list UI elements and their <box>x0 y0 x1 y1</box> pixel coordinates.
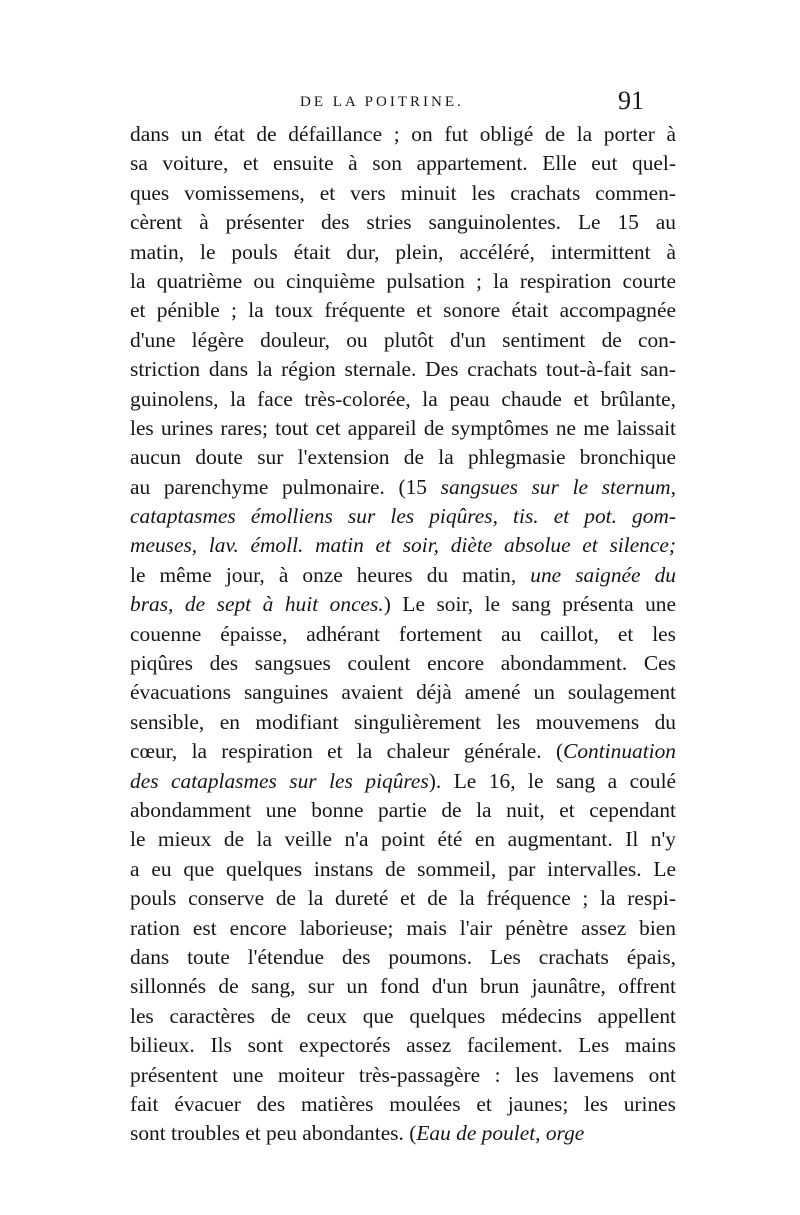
text-line <box>130 796 676 825</box>
text-line <box>130 855 676 884</box>
text-segment: piqûres des sangsues coulent encore abondamment. Ces <box>130 651 676 676</box>
italic-text-segment: sangsues sur le sternum, <box>440 474 676 499</box>
text-line <box>130 1090 676 1119</box>
text-line <box>130 267 676 296</box>
text-line <box>130 385 676 414</box>
italic-text-segment: meuses, lav. émoll. matin et soir, diète absolue et silence; <box>130 533 676 558</box>
italic-text-segment: Continuation <box>563 739 676 764</box>
text-line <box>130 238 676 267</box>
page-number: 91 <box>618 86 644 115</box>
text-line <box>130 149 676 178</box>
text-line <box>130 678 676 707</box>
text-segment: présentent une moiteur très-passagère : les lavemens ont <box>130 1062 676 1087</box>
text-segment: sont troubles et peu abondantes. ( <box>130 1121 417 1146</box>
text-segment: pouls conserve de la dureté et de la fréquence ; la respi- <box>130 886 676 911</box>
text-segment: sensible, en modifiant singulièrement les mouvemens du <box>130 709 676 734</box>
text-segment: les urines rares; tout cet appareil de symptômes ne me laissait <box>130 415 676 440</box>
text-line <box>130 296 676 325</box>
italic-text-segment: cataptasmes émolliens sur les piqûres, tis. et pot. gom- <box>130 504 676 529</box>
text-line <box>130 502 676 531</box>
text-segment: ). Le 16, le sang a coulé <box>428 768 676 793</box>
text-line <box>130 914 676 943</box>
text-segment: les caractères de ceux que quelques médecins appellent <box>130 1003 676 1028</box>
text-line <box>130 473 676 502</box>
text-segment: fait évacuer des matières moulées et jaunes; les urines <box>130 1091 676 1116</box>
text-segment: la quatrième ou cinquième pulsation ; la respiration courte <box>130 268 676 293</box>
body-text <box>130 120 676 1149</box>
text-segment: ) Le soir, le sang présenta une <box>383 592 676 617</box>
italic-text-segment: bras, de sept à huit onces. <box>130 592 384 617</box>
text-line <box>130 1119 676 1148</box>
text-line <box>130 943 676 972</box>
text-line <box>130 120 676 149</box>
italic-text-segment: une saignée du <box>530 562 676 587</box>
text-segment: le même jour, à onze heures du matin, <box>130 562 531 587</box>
text-segment: dans un état de défaillance ; on fut obligé de la porter à <box>130 122 676 146</box>
text-segment: a eu que quelques instans de sommeil, par intervalles. Le <box>130 856 676 881</box>
text-segment: aucun doute sur l'extension de la phlegmasie bronchique <box>130 445 676 470</box>
text-line <box>130 649 676 678</box>
text-line <box>130 561 676 590</box>
text-line <box>130 179 676 208</box>
text-line <box>130 767 676 796</box>
text-segment: le mieux de la veille n'a point été en augmentant. Il n'y <box>130 827 676 852</box>
text-segment: couenne épaisse, adhérant fortement au caillot, et les <box>130 621 676 646</box>
text-line <box>130 1002 676 1031</box>
text-segment: évacuations sanguines avaient déjà amené un soulagement <box>130 680 676 705</box>
text-segment: sillonnés de sang, sur un fond d'un brun jaunâtre, offrent <box>130 974 676 999</box>
text-line <box>130 620 676 649</box>
text-line <box>130 737 676 766</box>
text-line <box>130 355 676 384</box>
text-segment: cœur, la respiration et la chaleur générale. ( <box>130 739 564 764</box>
text-line <box>130 443 676 472</box>
text-line <box>130 825 676 854</box>
text-line <box>130 414 676 443</box>
text-line <box>130 972 676 1001</box>
text-line <box>130 884 676 913</box>
text-segment: striction dans la région sternale. Des crachats tout-à-fait san- <box>130 357 676 382</box>
text-line <box>130 708 676 737</box>
text-segment: sa voiture, et ensuite à son appartement. Elle eut quel- <box>130 151 676 176</box>
text-segment: ration est encore laborieuse; mais l'air pénètre assez bien <box>130 915 676 940</box>
text-segment: abondamment une bonne partie de la nuit, et cependant <box>130 797 676 822</box>
text-segment: cèrent à présenter des stries sanguinolentes. Le 15 au <box>130 210 676 235</box>
text-segment: au parenchyme pulmonaire. (15 <box>130 474 441 499</box>
text-line <box>130 1061 676 1090</box>
text-line <box>130 1031 676 1060</box>
running-title: DE LA POITRINE. <box>300 94 464 110</box>
italic-text-segment: des cataplasmes sur les piqûres <box>130 768 429 793</box>
text-segment: ques vomissemens, et vers minuit les crachats commen- <box>130 180 676 205</box>
text-segment: matin, le pouls était dur, plein, accéléré, intermittent à <box>130 239 676 264</box>
text-segment: guinolens, la face très-colorée, la peau chaude et brûlante, <box>130 386 676 411</box>
text-line <box>130 326 676 355</box>
text-line <box>130 208 676 237</box>
text-line <box>130 590 676 619</box>
text-segment: et pénible ; la toux fréquente et sonore était accompagnée <box>130 298 676 323</box>
text-segment: dans toute l'étendue des poumons. Les crachats épais, <box>130 944 676 969</box>
text-line <box>130 531 676 560</box>
italic-text-segment: Eau de poulet, orge <box>416 1121 585 1146</box>
text-segment: d'une légère douleur, ou plutôt d'un sentiment de con- <box>130 327 676 352</box>
text-segment: bilieux. Ils sont expectorés assez facilement. Les mains <box>130 1033 676 1058</box>
